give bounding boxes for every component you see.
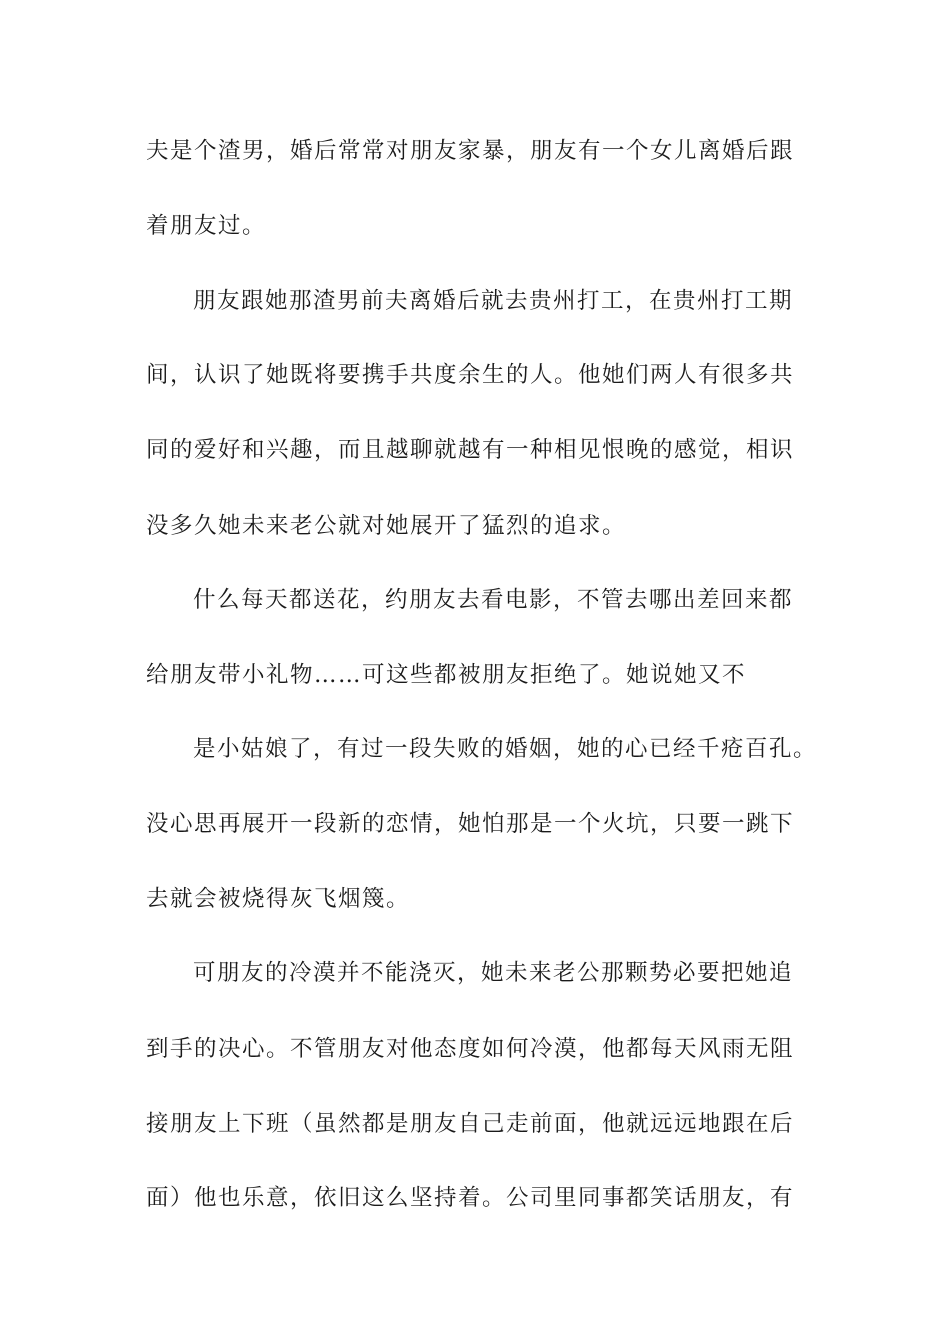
text-line: 到手的决心。不管朋友对他态度如何冷漠，他都每天风雨无阻 (146, 1036, 795, 1062)
text-line: 没心思再展开一段新的恋情，她怕那是一个火坑，只要一跳下 (146, 811, 795, 837)
text-line: 去就会被烧得灰飞烟篾。 (146, 886, 411, 912)
paragraph-start-line: 可朋友的冷漠并不能浇灭，她未来老公那颗势必要把她追 (193, 960, 794, 986)
indented-line: 是小姑娘了，有过一段失败的婚姻，她的心已经千疮百孔。 (193, 736, 818, 762)
paragraph-start-line: 什么每天都送花，约朋友去看电影，不管去哪出差回来都 (193, 587, 794, 613)
text-line: 给朋友带小礼物……可这些都被朋友拒绝了。她说她又不 (146, 662, 747, 688)
text-line: 间，认识了她既将要携手共度余生的人。他她们两人有很多共 (146, 362, 795, 388)
text-line: 着朋友过。 (146, 213, 267, 239)
text-line: 面）他也乐意，依旧这么坚持着。公司里同事都笑话朋友，有 (146, 1185, 795, 1211)
text-line: 同的爱好和兴趣，而且越聊就越有一种相见恨晚的感觉，相识 (146, 437, 795, 463)
text-line: 接朋友上下班（虽然都是朋友自己走前面，他就远远地跟在后 (146, 1111, 795, 1137)
text-line: 没多久她未来老公就对她展开了猛烈的追求。 (146, 513, 627, 539)
text-line: 夫是个渣男，婚后常常对朋友家暴，朋友有一个女儿离婚后跟 (146, 138, 795, 164)
paragraph-start-line: 朋友跟她那渣男前夫离婚后就去贵州打工，在贵州打工期 (193, 288, 794, 314)
